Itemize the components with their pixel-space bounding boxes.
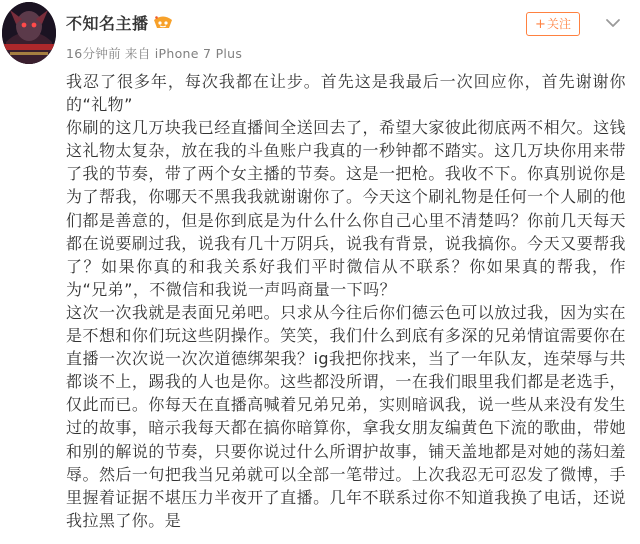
vip-badge-icon (152, 14, 174, 30)
post-header (0, 0, 640, 66)
post-paragraph: 我忍了很多年，每次我都在让步。首先这是我最后一次回应你，首先谢谢你的“礼物” (66, 72, 626, 115)
post-paragraph: 这次一次我就是表面兄弟吧。只求从今往后你们德云色可以放过我，因为实在是不想和你们玩这些阴操作。笑笑，我们什么到底有多深的兄弟情谊需要你在直播一次次说一次次道德绑架我？ig我把你找来，当了一年队友，连荣辱与共都谈不上，踢我的人也是你。这些都没所谓，一在我们眼里我们都是老选手，仅此而已。你每天在直播高喊着兄弟兄弟，实则暗讽我，说一些从来没有发生过的故事，暗示我每天都在搞你暗算你，拿我女朋友编黄色下流的歌曲，带她和别的解说的节奏，只要你说过什么所谓护故事，铺天盖地都是对她的荡妇羞辱。然后一句把我当兄弟就可以全部一笔带过。上次我忍无可忍发了微博，手里握着证据不堪压力半夜开了直播。几年不联系过你不知道我换了电话，还说我拉黑了你。是 (66, 302, 626, 530)
avatar[interactable] (2, 2, 56, 64)
follow-button[interactable] (526, 12, 580, 36)
chevron-down-icon[interactable] (604, 12, 622, 34)
post-content (66, 70, 626, 532)
author-name[interactable]: 不知名主播 (66, 14, 149, 33)
plus-icon: + (535, 17, 546, 32)
follow-label: 关注 (546, 17, 571, 31)
post-meta (66, 44, 242, 62)
post-time[interactable]: 16分钟前 (66, 46, 121, 61)
post-source: 来自 iPhone 7 Plus (124, 46, 243, 61)
post-paragraph: 你刷的这几万块我已经直播间全送回去了，希望大家彼此彻底两不相欠。这钱这礼物太复杂，放在我的斗鱼账户我真的一秒钟都不踏实。这几万块你用来带了我的节奏，带了两个女主播的节奏。这是一把枪。我收不下。你真别说你是为了帮我，你哪天不黑我我就谢谢你了。今天这个刷礼物是任何一个人刷的他们都是善意的，但是你到底是为什么什么你自己心里不清楚吗？你前几天每天都在说要刷过我，说我有几十万阴兵，说我有背景，说我搞你。今天又要帮我了？如果你真的和我关系好我们平时微信从不联系？你如果真的帮我，作为“兄弟”，不微信和我说一声吗商量一下吗？ (66, 118, 626, 299)
